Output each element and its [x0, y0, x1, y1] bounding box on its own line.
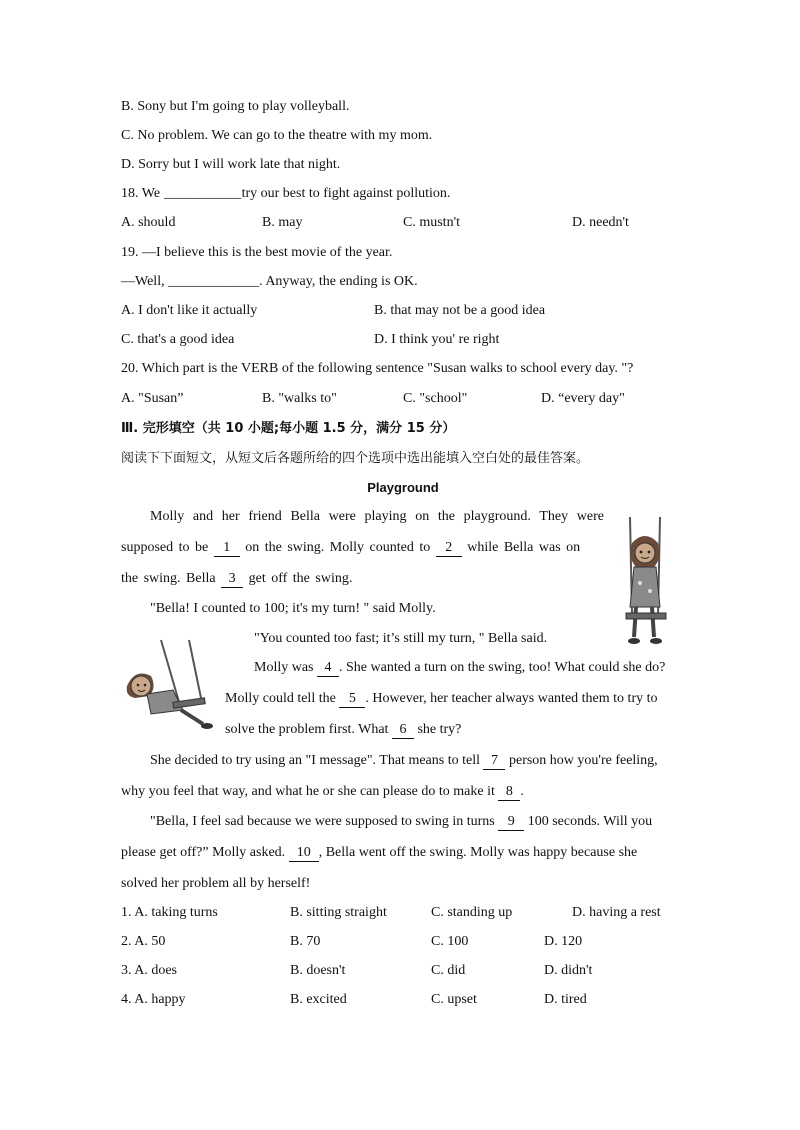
- text-run: while Bella was on: [461, 540, 581, 555]
- blank-4: 4: [317, 660, 339, 677]
- passage-line: "Bella! I counted to 100; it's my turn! " said Molly.: [150, 601, 436, 616]
- blank-2: 2: [436, 540, 462, 557]
- dress: [630, 567, 660, 607]
- eye: [648, 551, 651, 554]
- q20-option-c: C. "school": [403, 391, 468, 406]
- passage-line: [121, 844, 637, 862]
- leg: [634, 607, 636, 637]
- q20-option-a: A. "Susan”: [121, 391, 184, 406]
- text-run: .: [520, 784, 524, 799]
- shoe: [628, 638, 640, 644]
- answer-1-a: 1. A. taking turns: [121, 905, 218, 920]
- passage-line: [121, 539, 580, 557]
- q18-stem-post: try our best to fight against pollution.: [241, 186, 451, 201]
- q18-option-d: D. needn't: [572, 215, 629, 230]
- text-run: the swing. Bella: [121, 571, 222, 586]
- text-run: supposed to be: [121, 540, 214, 555]
- blank-8: 8: [498, 784, 520, 801]
- dress-dot: [638, 581, 642, 585]
- passage-line: [150, 813, 652, 831]
- q17-option-b: B. Sony but I'm going to play volleyball.: [121, 99, 350, 114]
- q19-line1: 19. —I believe this is the best movie of the year.: [121, 245, 393, 260]
- answer-4-b: B. excited: [290, 992, 347, 1007]
- text-run: solve the problem first. What: [225, 722, 392, 737]
- q19-option-d: D. I think you' re right: [374, 332, 500, 347]
- answer-3-c: C. did: [431, 963, 466, 978]
- answer-4-d: D. tired: [544, 992, 587, 1007]
- text-run: Molly was: [254, 660, 317, 675]
- girl-on-swing-illustration: [612, 515, 678, 655]
- answer-1-c: C. standing up: [431, 905, 513, 920]
- answer-1-d: D. having a rest: [572, 905, 661, 920]
- eye: [144, 684, 147, 687]
- passage-line: [225, 721, 461, 739]
- text-run: she try?: [413, 722, 462, 737]
- text-run: She decided to try using an "I message". That means to tell: [150, 753, 484, 768]
- blank-9: 9: [498, 814, 524, 831]
- q18-blank: ___________: [164, 186, 242, 201]
- q19-line2-post: . Anyway, the ending is OK.: [259, 274, 418, 289]
- swing-rope: [189, 640, 201, 698]
- blank-5: 5: [339, 691, 365, 708]
- passage-line: Molly and her friend Bella were playing on the playground. They were: [150, 509, 604, 524]
- passage-line: [121, 570, 352, 588]
- blank-1: 1: [214, 540, 240, 557]
- answer-3-d: D. didn't: [544, 963, 593, 978]
- answer-2-b: B. 70: [290, 934, 321, 949]
- q18-stem: [121, 185, 450, 203]
- q20-option-d: D. “every day": [541, 391, 625, 406]
- answer-2-d: D. 120: [544, 934, 583, 949]
- text-run: get off the swing.: [243, 571, 353, 586]
- text-run: please get off?” Molly asked.: [121, 845, 289, 860]
- q19-line2: [121, 273, 418, 291]
- face: [635, 543, 655, 563]
- passage-line: "You counted too fast; it’s still my turn, " Bella said.: [254, 631, 548, 646]
- dress-dot: [648, 589, 652, 593]
- answer-2-c: C. 100: [431, 934, 469, 949]
- answer-2-a: 2. A. 50: [121, 934, 166, 949]
- passage-line: [254, 659, 665, 677]
- shoe: [201, 723, 213, 729]
- passage-line: [121, 783, 524, 801]
- blank-7: 7: [483, 753, 505, 770]
- leg: [181, 710, 203, 724]
- text-run: on the swing. Molly counted to: [239, 540, 436, 555]
- q18-option-b: B. may: [262, 215, 303, 230]
- q18-option-c: C. mustn't: [403, 215, 460, 230]
- passage-title: Playground: [367, 480, 439, 495]
- q20-stem: 20. Which part is the VERB of the following sentence "Susan walks to school every day. "?: [121, 361, 634, 376]
- face: [131, 676, 151, 696]
- q17-option-c: C. No problem. We can go to the theatre with my mom.: [121, 128, 433, 143]
- passage-line: [150, 752, 658, 770]
- eye: [640, 551, 643, 554]
- girl-swinging-illustration: [121, 638, 215, 730]
- text-run: Molly could tell the: [225, 691, 340, 706]
- text-run: . She wanted a turn on the swing, too! What could she do?: [339, 660, 666, 675]
- q19-line2-pre: —Well,: [121, 274, 169, 289]
- q19-option-b: B. that may not be a good idea: [374, 303, 546, 318]
- blank-3: 3: [221, 571, 243, 588]
- text-run: why you feel that way, and what he or she can please do to make it: [121, 784, 499, 799]
- blank-10: 10: [289, 845, 319, 862]
- answer-1-b: B. sitting straight: [290, 905, 387, 920]
- passage-line: [225, 690, 658, 708]
- q19-blank: _____________: [168, 274, 260, 289]
- eye: [137, 684, 140, 687]
- answer-3-a: 3. A. does: [121, 963, 177, 978]
- q20-option-b: B. "walks to": [262, 391, 337, 406]
- text-run: , Bella went off the swing. Molly was happy because she: [318, 845, 638, 860]
- answer-4-a: 4. A. happy: [121, 992, 186, 1007]
- section-instruction: 阅读下下面短文，从短文后各题所给的四个选项中选出能填入空白处的最佳答案。: [121, 451, 590, 466]
- q19-option-a: A. I don't like it actually: [121, 303, 258, 318]
- q17-option-d: D. Sorry but I will work late that night.: [121, 157, 341, 172]
- swing-seat: [626, 613, 666, 619]
- text-run: 100 seconds. Will you: [524, 814, 653, 829]
- section-heading: Ⅲ. 完形填空（共 10 小题;每小题 1.5 分，满分 15 分）: [121, 421, 456, 436]
- q18-stem-pre: 18. We: [121, 186, 164, 201]
- text-run: "Bella, I feel sad because we were supposed to swing in turns: [150, 814, 499, 829]
- answer-3-b: B. doesn't: [290, 963, 346, 978]
- text-run: . However, her teacher always wanted them to try to: [365, 691, 658, 706]
- leg: [652, 607, 654, 637]
- q18-option-a: A. should: [121, 215, 176, 230]
- text-run: person how you're feeling,: [505, 753, 658, 768]
- passage-line: solved her problem all by herself!: [121, 876, 311, 891]
- answer-4-c: C. upset: [431, 992, 477, 1007]
- q19-option-c: C. that's a good idea: [121, 332, 235, 347]
- shoe: [650, 638, 662, 644]
- blank-6: 6: [392, 722, 414, 739]
